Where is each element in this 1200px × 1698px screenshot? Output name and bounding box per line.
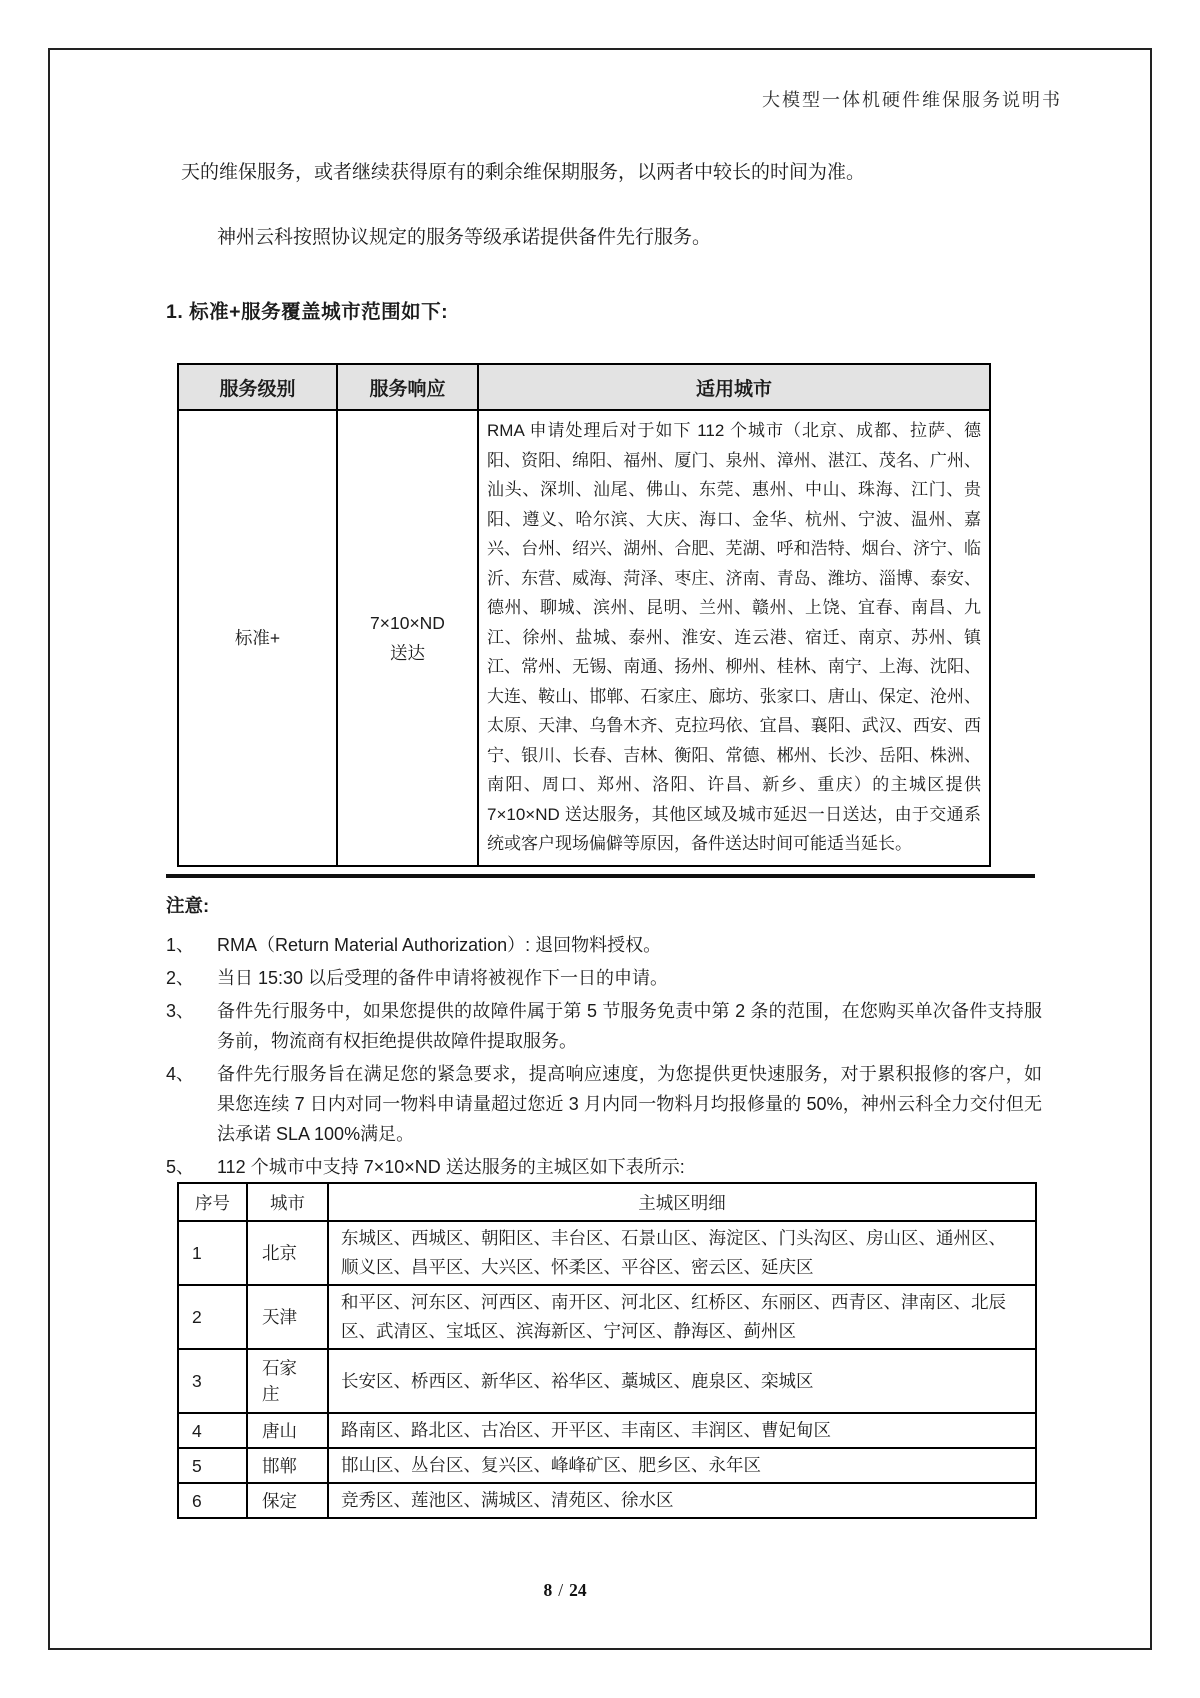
applicable-cities-cell: RMA 申请处理后对于如下 112 个城市（北京、成都、拉萨、德阳、资阳、绵阳、福州、厦门、泉州、漳州、湛江、茂名、广州、汕头、深圳、汕尾、佛山、东莞、惠州、中山、珠海、江门、贵阳、遵义、哈尔滨、大庆、海口、金华、杭州、宁波、温州、嘉兴、台州、绍兴、湖州、合肥、芜湖、呼和浩特、烟台、济宁、临沂、东营、威海、菏泽、枣庄、济南、青岛、潍坊、淄博、泰安、德州、聊城、滨州、昆明、兰州、赣州、上饶、宜春、南昌、九江、徐州、盐城、泰州、淮安、连云港、宿迁、南京、苏州、镇江、常州、无锡、南通、扬州、柳州、桂林、南宁、上海、沈阳、大连、鞍山、邯郸、石家庄、廊坊、张家口、唐山、保定、沧州、太原、天津、乌鲁木齐、克拉玛依、宜昌、襄阳、武汉、西安、西宁、银川、长春、吉林、衡阳、常德、郴州、长沙、岳阳、株洲、南阳、周口、郑州、洛阳、许昌、新乡、重庆）的主城区提供 7×10×ND 送达服务，其他区域及城市延迟一日送达，由于交通系统或客户现场偏僻等原因，备件送达时间可能适当延长。 — [478, 410, 990, 866]
col-header-district-detail: 主城区明细 — [328, 1183, 1036, 1221]
city-name: 保定 — [247, 1483, 328, 1518]
district-row-beijing — [178, 1221, 1036, 1285]
note-number: 3、 — [166, 1001, 195, 1021]
district-row-tianjin — [178, 1285, 1036, 1349]
row-index: 5 — [178, 1448, 247, 1483]
body-paragraph-2: 神州云科按照协议规定的服务等级承诺提供备件先行服务。 — [217, 227, 712, 248]
service-level-cell: 标准+ — [178, 410, 337, 866]
district-row-shijiazhuang — [178, 1349, 1036, 1413]
document-title: 大模型一体机硬件维保服务说明书 — [762, 90, 1062, 110]
notes-list — [166, 930, 1042, 1185]
row-index: 1 — [178, 1221, 247, 1285]
col-header-index: 序号 — [178, 1183, 247, 1221]
city-name: 北京 — [247, 1221, 328, 1285]
note-item-4 — [166, 1059, 1042, 1149]
district-detail: 竞秀区、莲池区、满城区、清苑区、徐水区 — [328, 1483, 1036, 1518]
col-header-service-level: 服务级别 — [178, 364, 337, 410]
row-index: 2 — [178, 1285, 247, 1349]
body-paragraph-1: 天的维保服务，或者继续获得原有的剩余维保期服务，以两者中较长的时间为准。 — [181, 162, 866, 183]
district-row-handan — [178, 1448, 1036, 1483]
city-name: 天津 — [247, 1285, 328, 1349]
service-table-row — [178, 410, 990, 866]
page-total: 24 — [569, 1580, 587, 1600]
response-line-1: 7×10×ND — [370, 612, 445, 633]
note-item-2 — [166, 963, 1042, 993]
page-separator: / — [558, 1580, 564, 1600]
page-current: 8 — [543, 1580, 553, 1600]
district-table-header-row — [178, 1183, 1036, 1221]
notes-label: 注意: — [166, 895, 210, 916]
note-item-3 — [166, 996, 1042, 1056]
district-row-baoding — [178, 1483, 1036, 1518]
note-text: 备件先行服务旨在满足您的紧急要求，提高响应速度，为您提供更快速服务，对于累积报修的客户，如果您连续 7 日内对同一物料申请量超过您近 3 月内同一物料月均报修量的 50%，神州云科全力交付但无法承诺 SLA 100%满足。 — [217, 1064, 1042, 1144]
note-number: 1、 — [166, 935, 195, 955]
note-number: 2、 — [166, 968, 195, 988]
page-number — [0, 1580, 1130, 1601]
note-text: 112 个城市中支持 7×10×ND 送达服务的主城区如下表所示: — [217, 1157, 685, 1177]
district-detail: 和平区、河东区、河西区、南开区、河北区、红桥区、东丽区、西青区、津南区、北辰区、武清区、宝坻区、滨海新区、宁河区、静海区、蓟州区 — [328, 1285, 1036, 1349]
district-detail: 路南区、路北区、古冶区、开平区、丰南区、丰润区、曹妃甸区 — [328, 1413, 1036, 1448]
note-item-1 — [166, 930, 1042, 960]
col-header-city: 城市 — [247, 1183, 328, 1221]
service-coverage-table — [177, 363, 991, 867]
note-number: 5、 — [166, 1157, 195, 1177]
note-number: 4、 — [166, 1064, 195, 1084]
response-line-2: 送达 — [390, 642, 425, 663]
row-index: 6 — [178, 1483, 247, 1518]
district-detail: 邯山区、丛台区、复兴区、峰峰矿区、肥乡区、永年区 — [328, 1448, 1036, 1483]
note-text: 当日 15:30 以后受理的备件申请将被视作下一日的申请。 — [217, 968, 669, 988]
note-item-5 — [166, 1152, 1042, 1182]
row-index: 3 — [178, 1349, 247, 1413]
service-response-cell — [337, 410, 478, 866]
service-table-header-row — [178, 364, 990, 410]
section-divider-rule — [166, 874, 1035, 878]
note-text: 备件先行服务中，如果您提供的故障件属于第 5 节服务免责中第 2 条的范围，在您购买单次备件支持服务前，物流商有权拒绝提供故障件提取服务。 — [217, 1001, 1042, 1051]
section-heading: 1. 标准+服务覆盖城市范围如下: — [166, 301, 449, 323]
col-header-service-response: 服务响应 — [337, 364, 478, 410]
col-header-applicable-cities: 适用城市 — [478, 364, 990, 410]
district-row-tangshan — [178, 1413, 1036, 1448]
district-detail: 东城区、西城区、朝阳区、丰台区、石景山区、海淀区、门头沟区、房山区、通州区、顺义区、昌平区、大兴区、怀柔区、平谷区、密云区、延庆区 — [328, 1221, 1036, 1285]
row-index: 4 — [178, 1413, 247, 1448]
note-text: RMA（Return Material Authorization）: 退回物料授权。 — [217, 935, 662, 955]
city-name: 唐山 — [247, 1413, 328, 1448]
district-detail: 长安区、桥西区、新华区、裕华区、藁城区、鹿泉区、栾城区 — [328, 1349, 1036, 1413]
running-header — [0, 86, 1062, 112]
city-name: 石家庄 — [247, 1349, 328, 1413]
city-name: 邯郸 — [247, 1448, 328, 1483]
district-detail-table — [177, 1182, 1037, 1519]
